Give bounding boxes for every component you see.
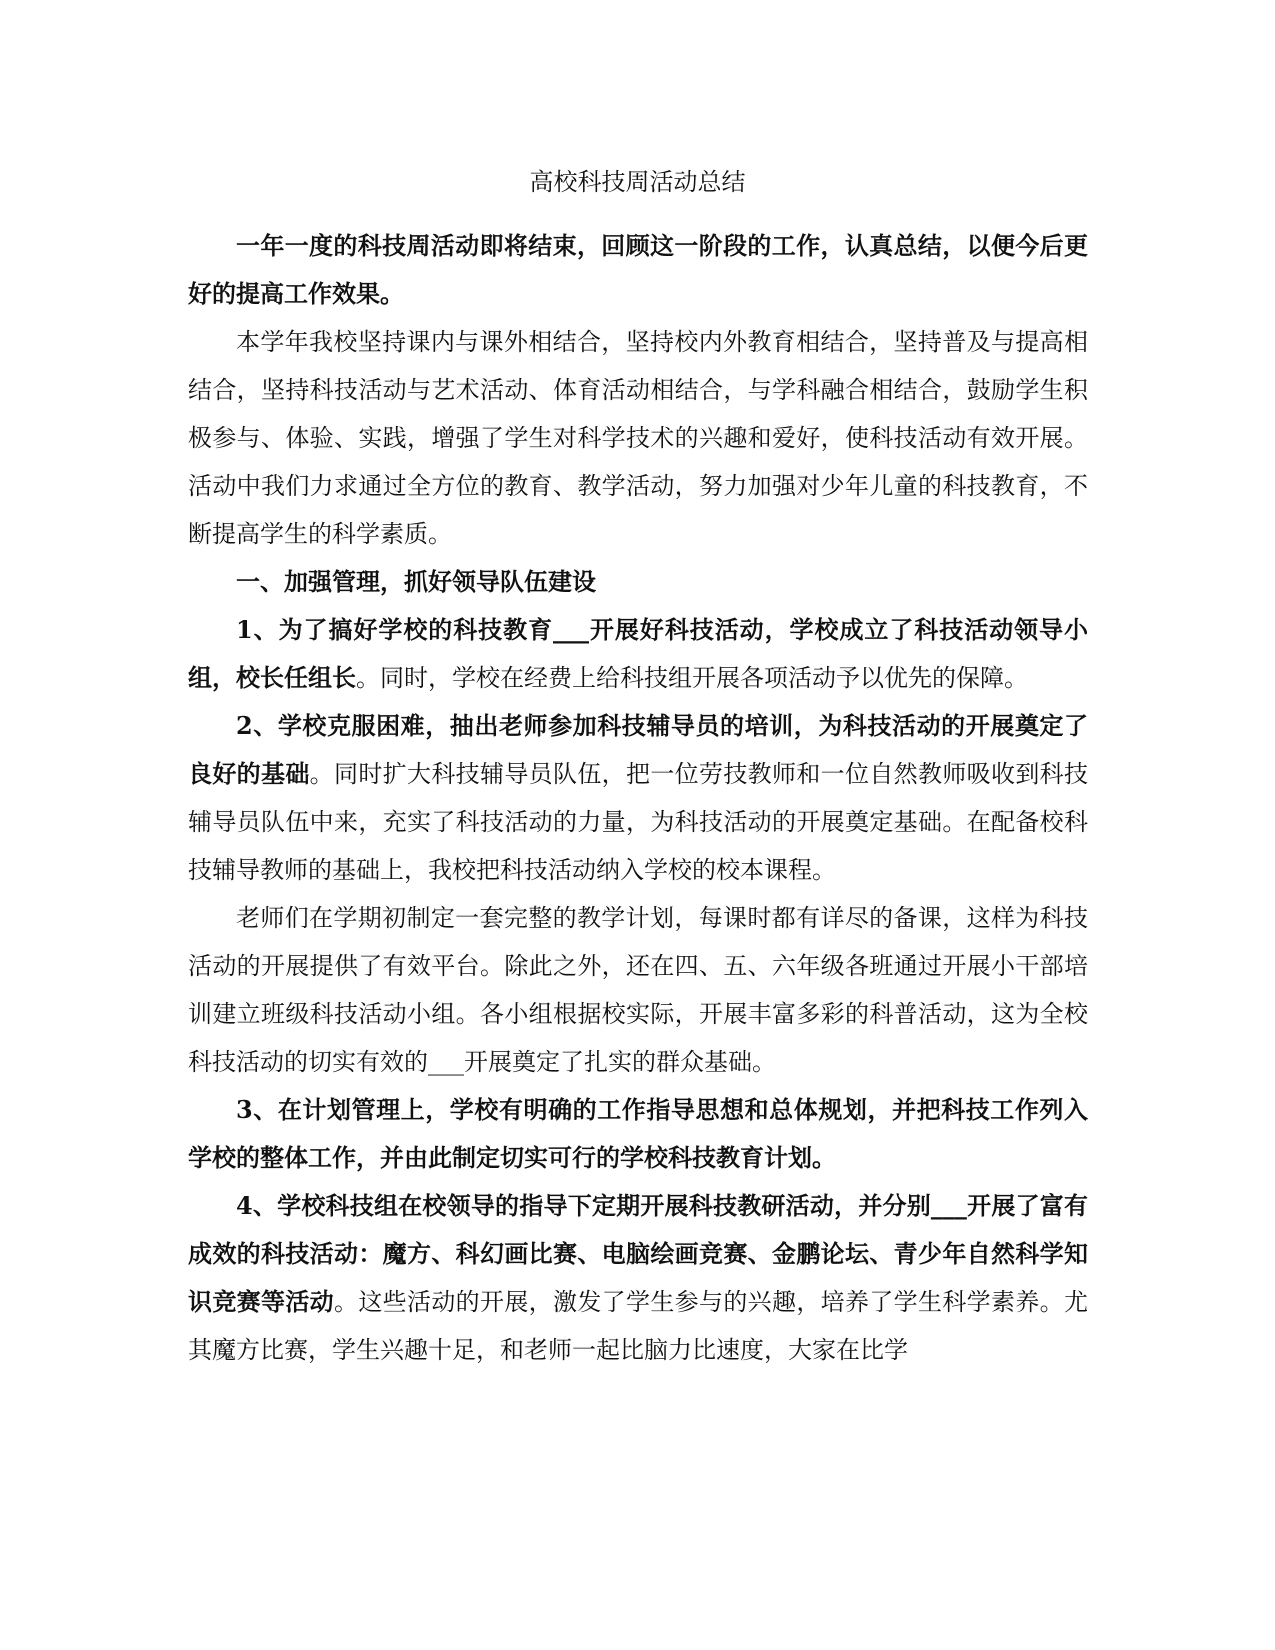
item-1-paragraph — [188, 606, 1088, 702]
item-2-paragraph — [188, 702, 1088, 894]
item-4-text: 。这些活动的开展，激发了学生参与的兴趣，培养了学生科学素养。尤其魔方比赛，学生兴趣十足，和老师一起比脑力比速度，大家在比学 — [188, 1288, 1088, 1364]
overview-text: 本学年我校坚持课内与课外相结合，坚持校内外教育相结合，坚持普及与提高相结合，坚持科技活动与艺术活动、体育活动相结合，与学科融合相结合，鼓励学生积极参与、体验、实践，增强了学生对科学技术的兴趣和爱好，使科技活动有效开展。活动中我们力求通过全方位的教育、教学活动，努力加强对少年儿童的科技教育，不断提高学生的科学素质。 — [188, 328, 1088, 548]
document-body — [188, 222, 1088, 1374]
item-1-text: 。同时，学校在经费上给科技组开展各项活动予以优先的保障。 — [356, 664, 1028, 692]
overview-paragraph — [188, 318, 1088, 558]
document-title: 高校科技周活动总结 — [529, 168, 746, 196]
item-1-bold-text: 1、为了搞好学校的科技教育___开展好科技活动，学校成立了科技活动领导小组，校长任组长 — [188, 615, 1088, 692]
plan-paragraph — [188, 894, 1088, 1086]
intro-bold-text: 一年一度的科技周活动即将结束，回顾这一阶段的工作，认真总结，以便今后更好的提高工作效果。 — [188, 231, 1088, 308]
item-2-bold-text: 2、学校克服困难，抽出老师参加科技辅导员的培训，为科技活动的开展奠定了良好的基础 — [188, 711, 1088, 788]
section-heading-1-text: 一、加强管理，抓好领导队伍建设 — [236, 567, 596, 596]
plan-text: 老师们在学期初制定一套完整的教学计划，每课时都有详尽的备课，这样为科技活动的开展提供了有效平台。除此之外，还在四、五、六年级各班通过开展小干部培训建立班级科技活动小组。各小组根据校实际，开展丰富多彩的科普活动，这为全校科技活动的切实有效的___开展奠定了扎实的群众基础。 — [188, 904, 1088, 1076]
item-3-bold-text: 3、在计划管理上，学校有明确的工作指导思想和总体规划，并把科技工作列入学校的整体工作，并由此制定切实可行的学校科技教育计划。 — [188, 1095, 1088, 1172]
item-2-text: 。同时扩大科技辅导员队伍，把一位劳技教师和一位自然教师吸收到科技辅导员队伍中来，充实了科技活动的力量，为科技活动的开展奠定基础。在配备校科技辅导教师的基础上，我校把科技活动纳入学校的校本课程。 — [188, 760, 1089, 884]
section-heading-1 — [188, 558, 1088, 606]
item-4-paragraph — [188, 1182, 1088, 1374]
item-4-bold-text: 4、学校科技组在校领导的指导下定期开展科技教研活动，并分别___开展了富有成效的科技活动：魔方、科幻画比赛、电脑绘画竞赛、金鹏论坛、青少年自然科学知识竞赛等活动 — [188, 1191, 1088, 1316]
intro-paragraph — [188, 222, 1088, 318]
item-3-paragraph — [188, 1086, 1088, 1182]
